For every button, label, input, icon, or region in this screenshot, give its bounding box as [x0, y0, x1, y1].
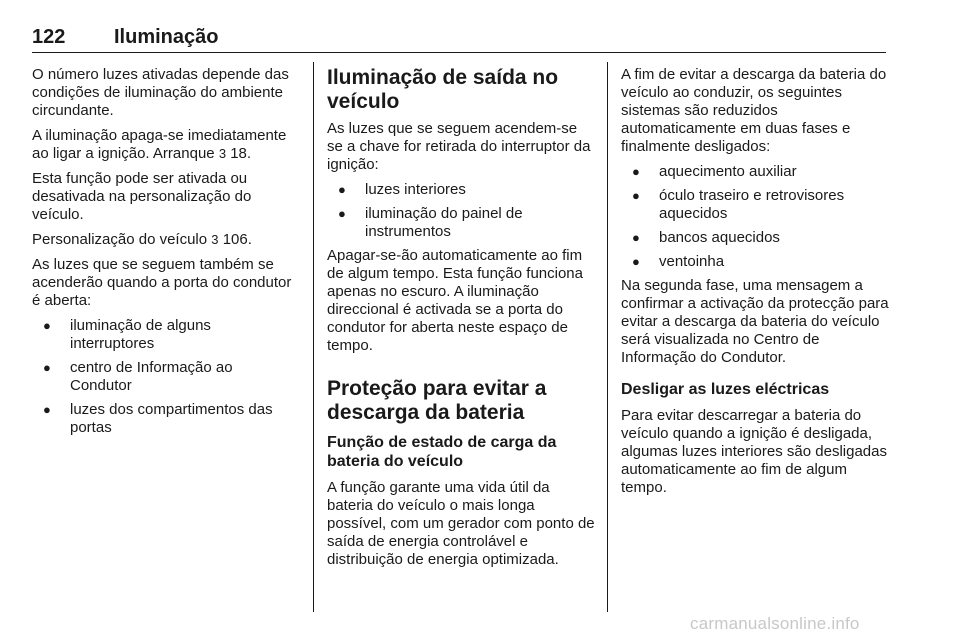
list-item: ● centro de Informação ao Condutor — [43, 359, 233, 394]
subsection-heading: Função de estado de carga da bateria do veículo — [327, 434, 557, 470]
list-item: ● luzes dos compartimentos das portas — [43, 401, 273, 436]
bullet-list — [327, 181, 595, 241]
paragraph: A iluminação apaga-se imediatamente ao ligar a ignição. Arranque 3 18. — [32, 127, 287, 162]
bullet-icon: ● — [338, 182, 346, 197]
column-3 — [621, 66, 889, 504]
paragraph — [32, 231, 298, 249]
page-header — [32, 26, 886, 56]
bullet-icon: ● — [632, 230, 640, 245]
page-reference-icon: 3 — [218, 146, 227, 161]
reference-link[interactable]: Personalização do veículo 3 106. — [32, 231, 252, 248]
bullet-list — [32, 317, 298, 437]
paragraph: A função garante uma vida útil da bateria do veículo o mais longa possível, com um gerador com ponto de saída de energia controlável e distribuição de energia optimizada. — [327, 479, 595, 568]
paragraph: As luzes que se seguem acendem-se se a chave for retirada do interruptor da ignição: — [327, 120, 591, 173]
bullet-icon: ● — [43, 402, 51, 417]
paragraph: As luzes que se seguem também se acenderão quando a porta do condutor é aberta: — [32, 256, 292, 309]
page-number: 122 — [32, 26, 66, 48]
bullet-icon: ● — [43, 318, 51, 333]
list-item: ● aquecimento auxiliar — [632, 163, 797, 180]
reference-link[interactable]: Arranque 3 18. — [152, 145, 252, 162]
bullet-list — [621, 163, 889, 271]
list-item: ● iluminação de alguns interruptores — [43, 317, 211, 352]
list-item: ● luzes interiores — [338, 181, 466, 198]
paragraph: Na segunda fase, uma mensagem a confirmar a activação da protecção para evitar a descarga da bateria do veículo será visualizada no Centro de Informação do Condutor. — [621, 277, 889, 366]
paragraph: A fim de evitar a descarga da bateria do veículo ao conduzir, os seguintes sistemas são reduzidos automaticamente em duas fases e finalmente desligados: — [621, 66, 887, 155]
section-heading: Proteção para evitar a descarga da bateria — [327, 377, 547, 424]
watermark: carmanualsonline.info — [690, 614, 860, 633]
column-divider-1 — [313, 62, 314, 612]
list-item: ● óculo traseiro e retrovisores aquecidos — [632, 187, 845, 222]
bullet-icon: ● — [632, 254, 640, 269]
subsection-heading: Desligar as luzes eléctricas — [621, 381, 830, 398]
paragraph: Esta função pode ser ativada ou desativada na personalização do veículo. — [32, 170, 252, 223]
paragraph: Para evitar descarregar a bateria do veículo quando a ignição é desligada, algumas luzes interiores são desligadas automaticamente ao fim de algum tempo. — [621, 407, 887, 496]
paragraph: Apagar-se-ão automaticamente ao fim de algum tempo. Esta função funciona apenas no escuro. A iluminação direccional é activada se a porta do condutor for aberta neste espaço de tempo. — [327, 247, 583, 354]
column-divider-2 — [607, 62, 608, 612]
header-rule — [32, 52, 886, 53]
page-reference-icon: 3 — [211, 232, 219, 247]
bullet-icon: ● — [43, 360, 51, 375]
column-2 — [327, 66, 595, 576]
list-item: ● iluminação do painel de instrumentos — [338, 205, 523, 240]
column-1 — [32, 66, 298, 443]
paragraph: O número luzes ativadas depende das condições de iluminação do ambiente circundante. — [32, 66, 289, 119]
bullet-icon: ● — [632, 164, 640, 179]
bullet-icon: ● — [338, 206, 346, 221]
bullet-icon: ● — [632, 188, 640, 203]
section-heading: Iluminação de saída no veículo — [327, 66, 559, 113]
list-item: ● bancos aquecidos — [632, 229, 780, 246]
chapter-title: Iluminação — [114, 26, 219, 48]
list-item: ● ventoinha — [632, 253, 725, 270]
